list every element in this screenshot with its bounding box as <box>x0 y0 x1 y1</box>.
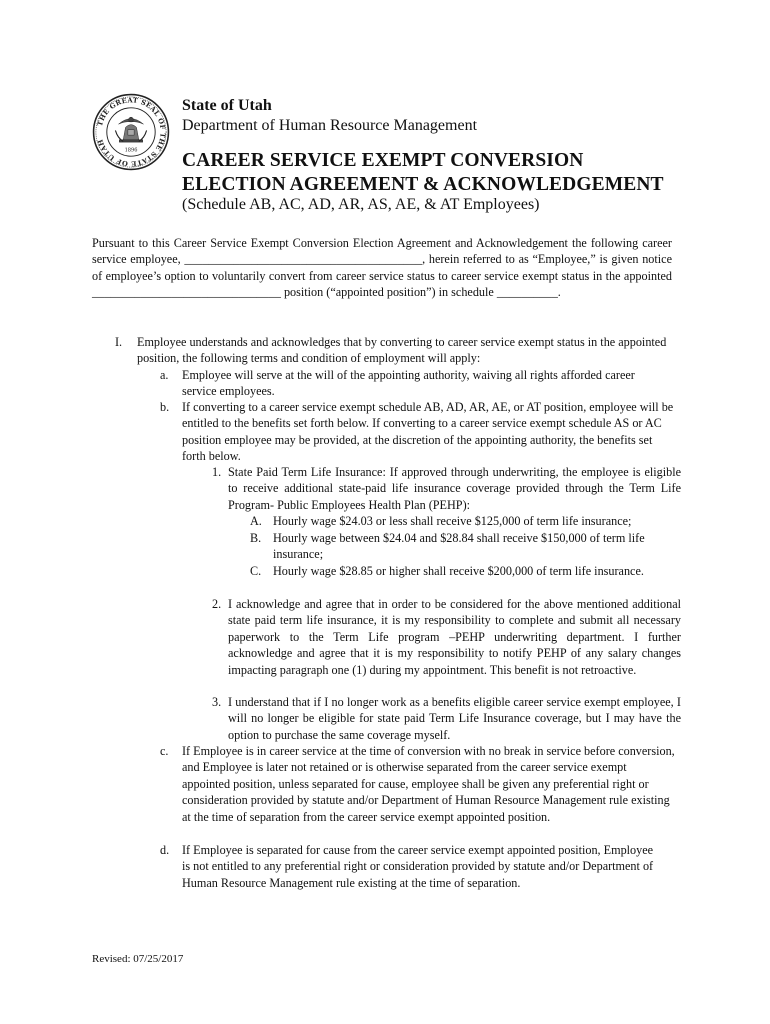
item-a-text: Employee will serve at the will of the appointing authority, waiving all rights afforded career service employees. <box>182 368 635 399</box>
item-A-text: Hourly wage $24.03 or less shall receive $125,000 of term life insurance; <box>273 514 632 528</box>
item-b-marker: b. <box>160 400 170 414</box>
item-C-text: Hourly wage $28.85 or higher shall receive $200,000 of term life insurance. <box>273 564 644 578</box>
item-b1-text: State Paid Term Life Insurance: If approved through underwriting, the employee is eligible to receive additional state-paid life insurance coverage provided through the Term Life Program- Public Employees Health Plan (PEHP): <box>228 465 681 512</box>
item-B-marker: B. <box>250 531 262 545</box>
item-c-text: If Employee is in career service at the time of conversion with no break in service before conversion, and Employee is later not retained or is otherwise separated from the career service exempt appointed position, unless separated for cause, employee shall be given any preferential right or consideration provided by statute and/or Department of Human Resource Management rule existing at the time of separation from the career service exempt appointed position. <box>182 744 675 824</box>
item-d-text: If Employee is separated for cause from the career service exempt appointed position, Employee is not entitled to any preferential right or consideration provided by statute and/or Department of Human Resource Management rule existing at the time of separation. <box>182 843 654 890</box>
item-b-text: If converting to a career service exempt schedule AB, AD, AR, AE, or AT position, employee will be entitled to the benefits set forth below. If converting to a career service exempt schedule AS or AC position employee may be provided, at the discretion of the appointing authority, the benefits set forth below. <box>182 400 674 464</box>
agency-block <box>182 96 477 136</box>
item-b3-marker: 3. <box>212 695 222 709</box>
item-b3-text: I understand that if I no longer work as a benefits eligible career service exempt employee, I will no longer be eligible for state paid Term Life Insurance coverage, but I may have the option to purchase the same coverage myself. <box>228 695 681 742</box>
item-b2-marker: 2. <box>212 597 222 611</box>
item-C-marker: C. <box>250 564 262 578</box>
item-A-marker: A. <box>250 514 262 528</box>
state-name: State of Utah <box>182 97 272 114</box>
document-subtitle: (Schedule AB, AC, AD, AR, AS, AE, & AT Employees) <box>182 196 540 213</box>
item-b2-text: I acknowledge and agree that in order to be considered for the above mentioned additional state paid term life insurance, it is my responsibility to complete and submit all necessary paperwork to the Term Life program –PEHP underwriting department. I further acknowledge and agree that it is my responsibility to notify PEHP of any salary changes impacting paragraph one (1) during my appointment. This benefit is not retroactive. <box>228 597 681 677</box>
item-d-marker: d. <box>160 843 170 857</box>
seal-year: 1896 <box>124 147 138 154</box>
item-b1-marker: 1. <box>212 465 222 479</box>
state-seal-icon <box>92 93 170 171</box>
section-1-text: Employee understands and acknowledges that by converting to career service exempt status in the appointed position, the following terms and condition of employment will apply: <box>137 335 667 366</box>
title-line-2: ELECTION AGREEMENT & ACKNOWLEDGEMENT <box>182 174 664 195</box>
title-line-1: CAREER SERVICE EXEMPT CONVERSION <box>182 150 584 171</box>
item-c-marker: c. <box>160 744 169 758</box>
item-a-marker: a. <box>160 368 169 382</box>
item-B-text: Hourly wage between $24.04 and $28.84 shall receive $150,000 of term life insurance; <box>273 531 645 562</box>
department-name: Department of Human Resource Management <box>182 117 478 134</box>
intro-paragraph: Pursuant to this Career Service Exempt Conversion Election Agreement and Acknowledgement the following career service employee, _______________________________________, herein referred to as “Employee,” is given notice of employee’s option to voluntarily convert from career service status to career service exempt status in the appointed _______________________________ position (“appointed position”) in schedule __________. <box>92 236 672 300</box>
revision-date: Revised: 07/25/2017 <box>92 953 184 965</box>
svg-text:THE GREAT SEAL OF THE STATE OF: THE GREAT SEAL OF THE STATE OF UTAH <box>95 96 167 168</box>
document-title <box>182 149 664 197</box>
section-1-marker: I. <box>115 335 123 349</box>
